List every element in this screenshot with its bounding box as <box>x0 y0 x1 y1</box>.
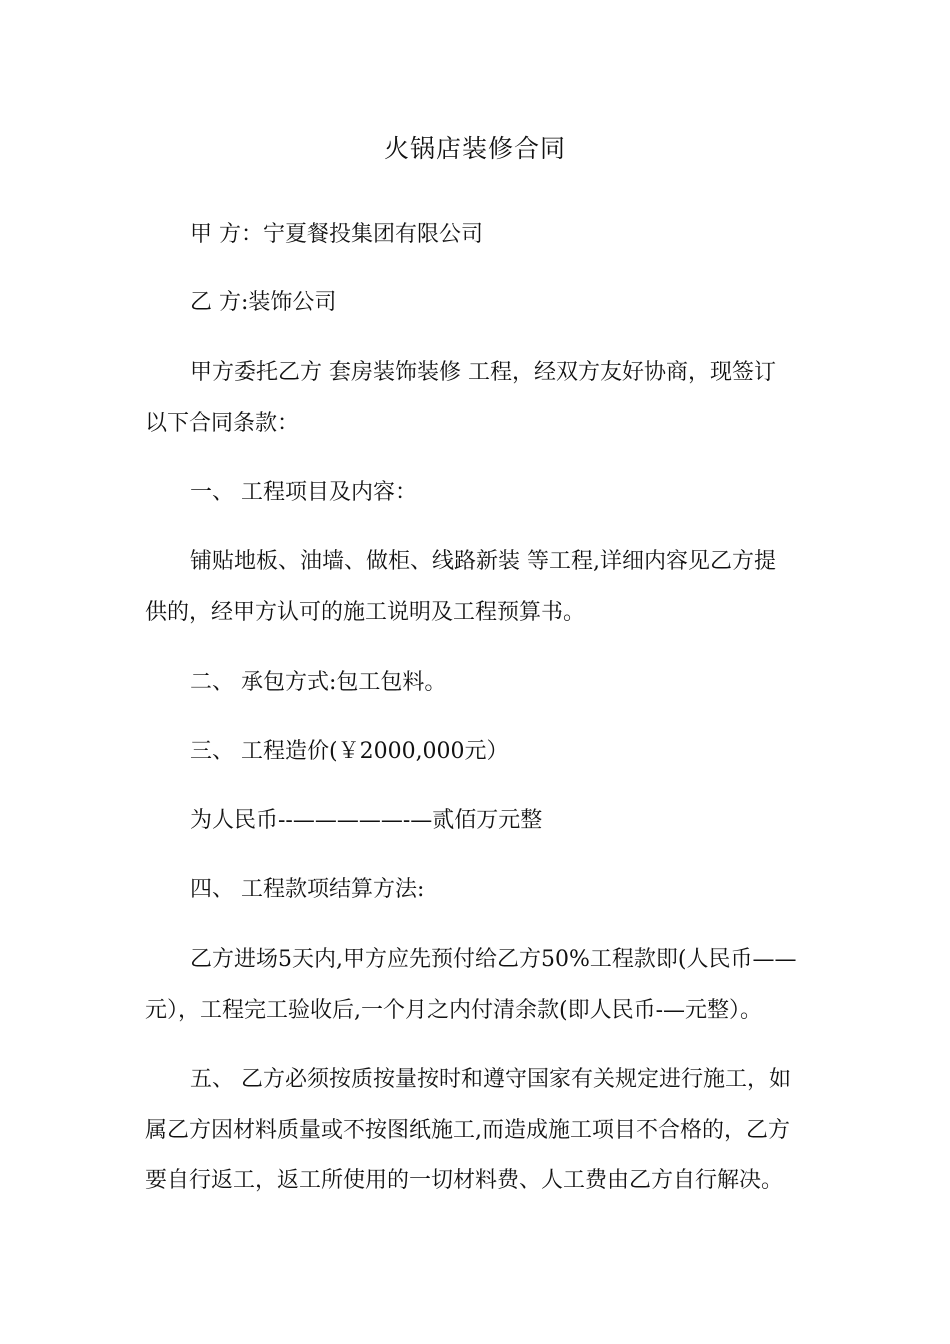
section2-heading: 二、 承包方式:包工包料。 <box>190 670 447 695</box>
section1-body-line-2: 供的，经甲方认可的施工说明及工程预算书。 <box>145 600 586 625</box>
section3-body: 为人民币--—————-—贰佰万元整 <box>190 808 543 833</box>
party-a-line: 甲 方：宁夏餐投集团有限公司 <box>190 222 483 247</box>
intro-line-2: 以下合同条款： <box>145 411 300 436</box>
section1-heading: 一、 工程项目及内容： <box>190 480 417 505</box>
section4-body-line-1: 乙方进场5天内,甲方应先预付给乙方50%工程款即(人民币—— <box>190 947 797 972</box>
section4-heading: 四、 工程款项结算方法: <box>190 877 425 902</box>
section5-body-line-3: 要自行返工，返工所使用的一切材料费、人工费由乙方自行解决。 <box>145 1168 784 1193</box>
contract-title: 火锅店装修合同 <box>383 134 566 163</box>
section5-body-line-1: 五、 乙方必须按质按量按时和遵守国家有关规定进行施工，如 <box>190 1067 791 1092</box>
section5-body-line-2: 属乙方因材料质量或不按图纸施工,而造成施工项目不合格的，乙方 <box>145 1118 790 1143</box>
section4-body-line-2: 元），工程完工验收后,一个月之内付清余款(即人民币-—元整）。 <box>145 998 763 1023</box>
intro-line-1: 甲方委托乙方 套房装饰装修 工程，经双方友好协商，现签订 <box>190 360 776 385</box>
section1-body-line-1: 铺贴地板、油墙、做柜、线路新装 等工程,详细内容见乙方提 <box>190 549 776 574</box>
section3-heading: 三、 工程造价(￥2000,000元） <box>190 739 509 764</box>
party-b-line: 乙 方:装饰公司 <box>190 290 337 315</box>
